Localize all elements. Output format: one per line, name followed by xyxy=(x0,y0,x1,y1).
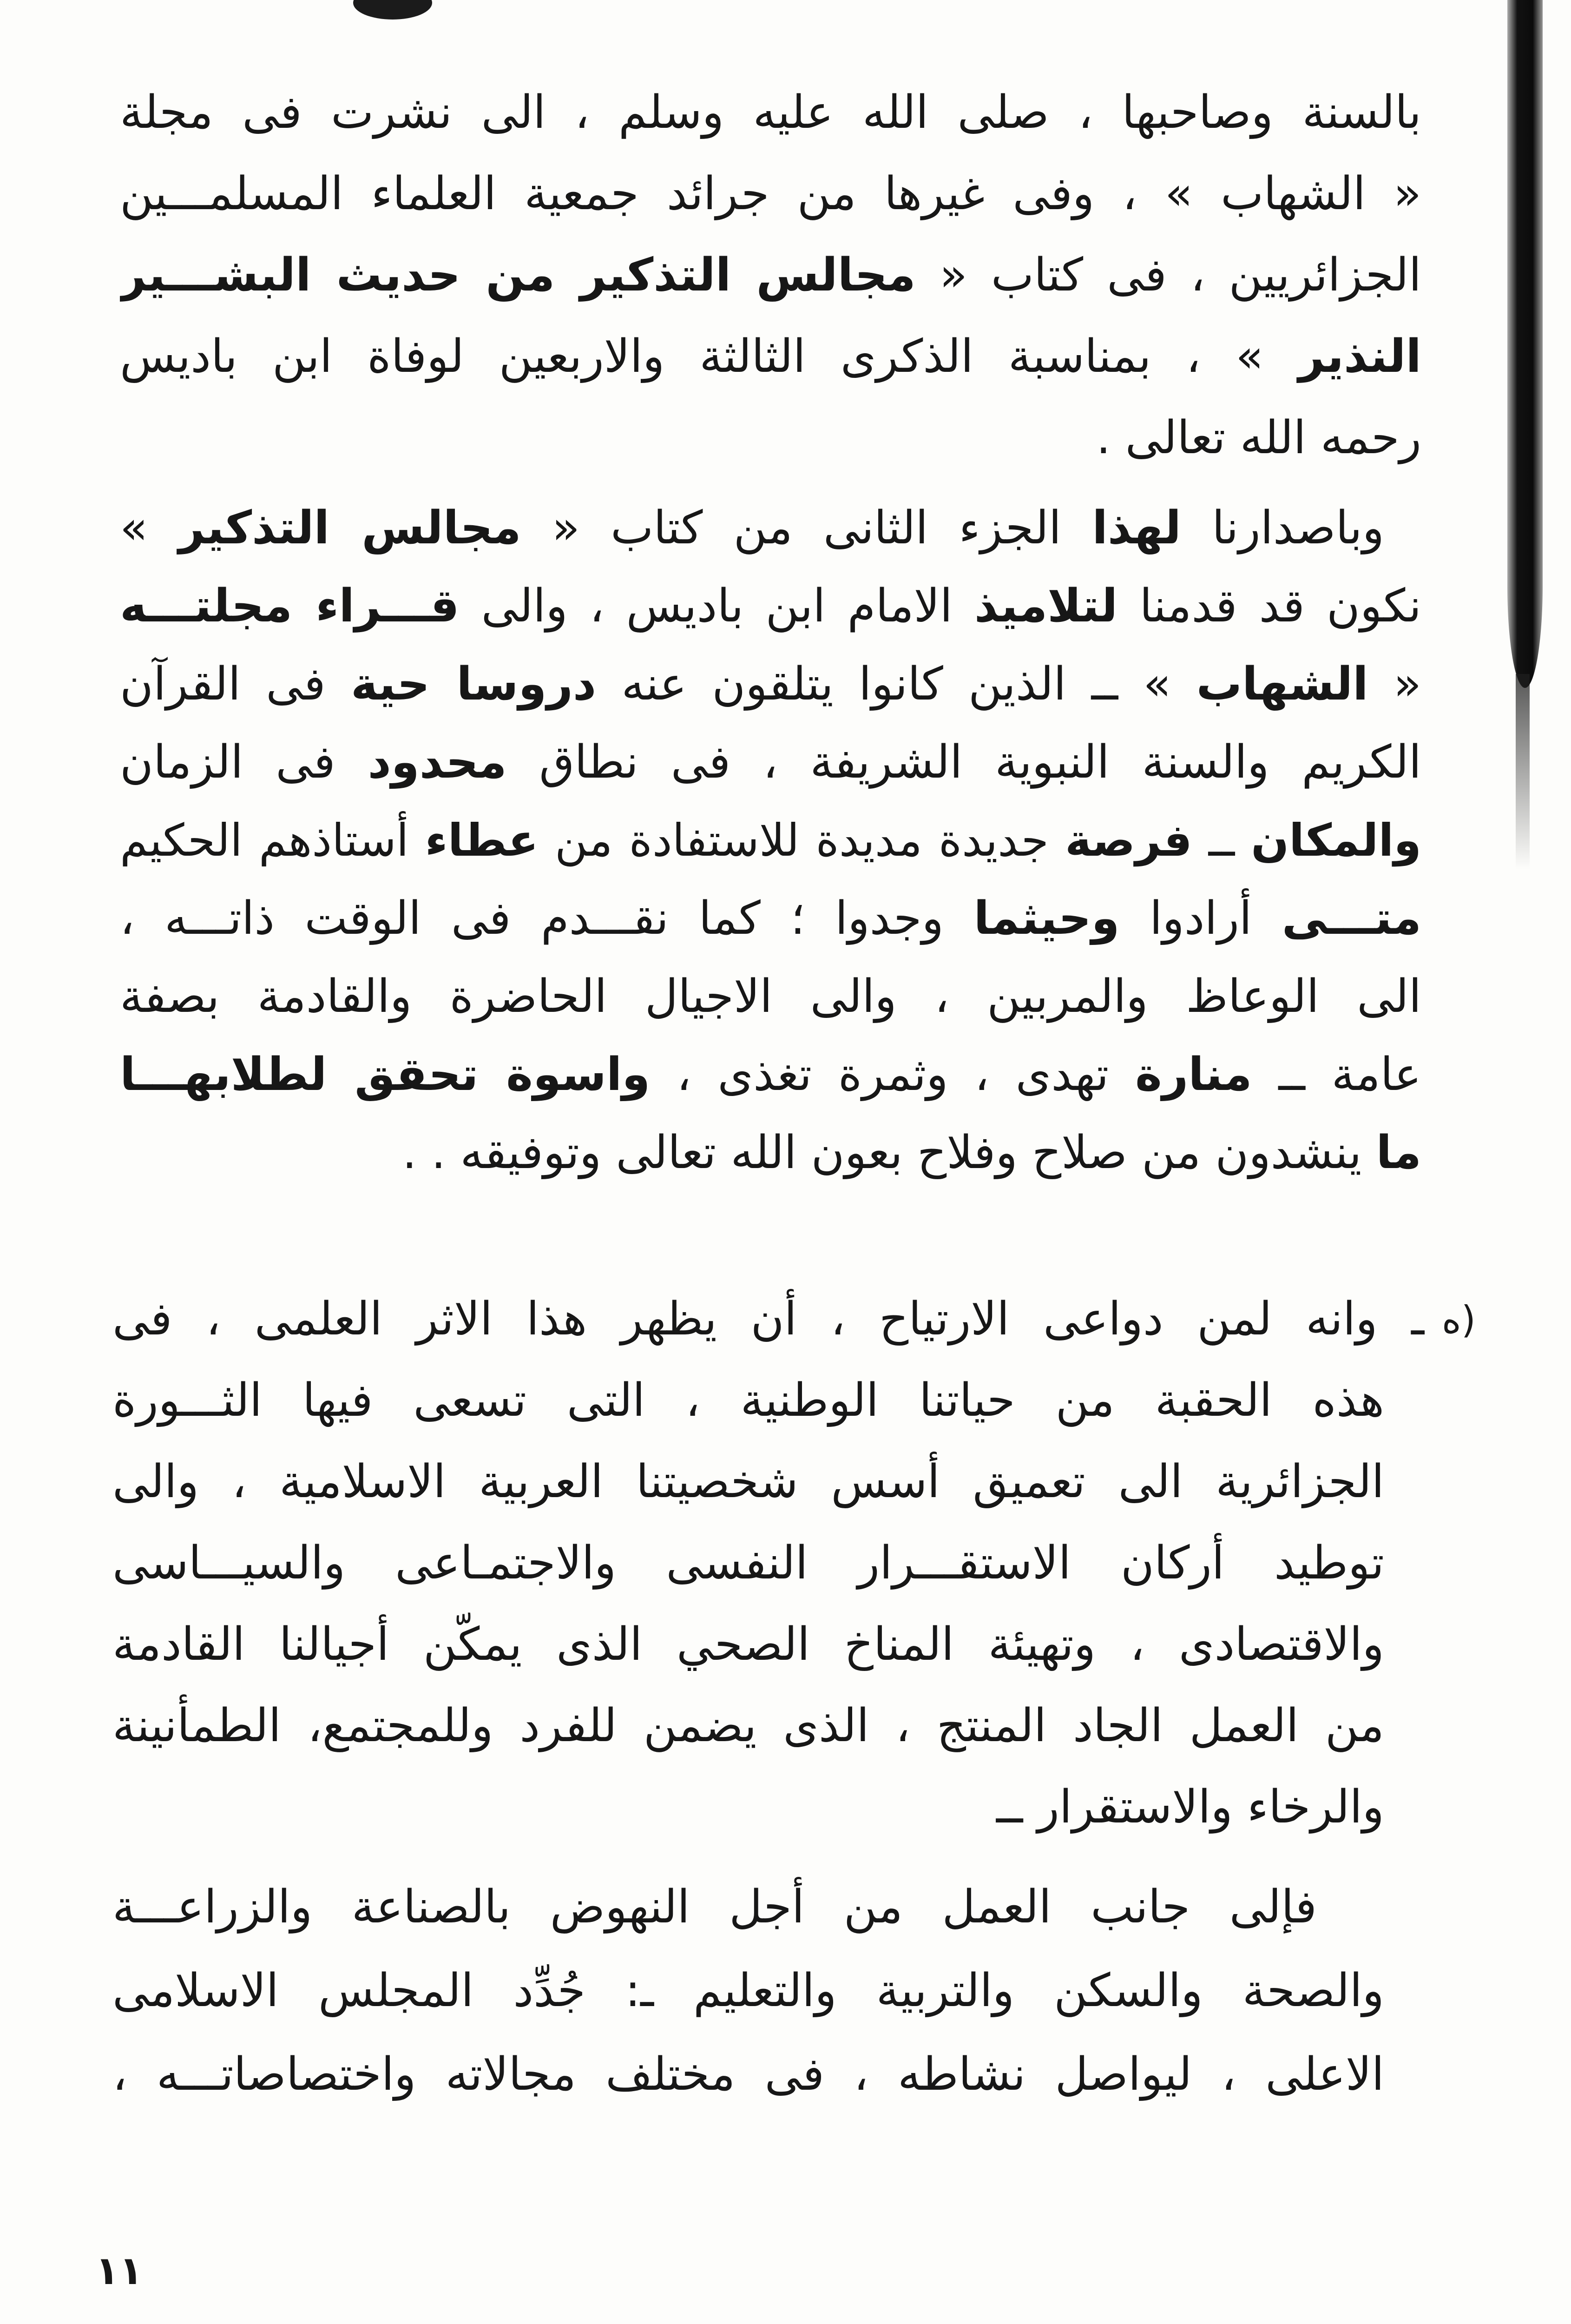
text-line xyxy=(112,1767,1384,1848)
emphasized-text: دروسا حية xyxy=(351,658,597,711)
body-text: الجزائرية الى تعميق أسس شخصيتنا العربية الاسلامية ، والى xyxy=(112,1455,1384,1508)
emphasized-text: ما xyxy=(1376,1126,1421,1179)
paragraph xyxy=(112,1865,1384,2116)
emphasized-text: واسوة تحقق لطلابهـــا xyxy=(120,1048,651,1101)
emphasized-text: فرصة xyxy=(1065,814,1192,866)
body-text: توطيد أركان الاستقـــرار النفسى والاجتمـاعى والسيـــاسى xyxy=(112,1537,1384,1590)
body-text: » xyxy=(120,502,179,555)
emphasized-text: مجالس التذكير من حديث البشـــير xyxy=(120,249,916,302)
text-line xyxy=(120,397,1421,479)
text-line xyxy=(120,1036,1421,1114)
emphasized-text: محدود xyxy=(368,736,507,789)
body-text: وجدوا ؛ كما نقـــدم فى الوقت ذاتـــه ، xyxy=(120,892,974,945)
body-text: وباصدارنا xyxy=(1181,502,1385,555)
text-line xyxy=(112,1360,1384,1441)
emphasized-text: النذير xyxy=(1298,330,1421,383)
body-text: « الشهاب » ، وفى غيرها من جرائد جمعية العلماء المسلمـــين xyxy=(120,167,1421,220)
text-line xyxy=(112,1685,1384,1767)
paragraph xyxy=(120,489,1421,1192)
body-text: تهدى ، وثمرة تغذى ، xyxy=(650,1048,1135,1101)
text-line xyxy=(120,72,1421,153)
body-text: ينشدون من صلاح وفلاح بعون الله تعالى وتوفيقه . . xyxy=(402,1126,1376,1179)
body-text: الامام ابن باديس ، والى xyxy=(459,580,974,633)
emphasized-text: لهذا xyxy=(1092,502,1182,555)
body-text: الكريم والسنة النبوية الشريفة ، فى نطاق xyxy=(506,736,1421,789)
emphasized-text: عطاء xyxy=(425,814,539,866)
text-line xyxy=(120,153,1421,235)
text-line xyxy=(120,801,1421,879)
body-text: والاقتصادى ، وتهيئة المناخ الصحي الذى يمكّن أجيالنا القادمة xyxy=(112,1618,1384,1671)
body-text: » ــ الذين كانوا يتلقون عنه xyxy=(596,658,1196,711)
emphasized-text: مجالس التذكير xyxy=(178,502,521,555)
text-line xyxy=(112,2033,1384,2116)
body-text: ـ وانه لمن دواعى الارتياح ، أن يظهر هذا الاثر العلمى ، فى xyxy=(112,1293,1425,1346)
body-text: عامة ــ xyxy=(1252,1048,1421,1101)
emphasized-text: منارة xyxy=(1135,1048,1252,1101)
paragraph xyxy=(120,72,1421,479)
body-text: الجزء الثانى من كتاب « xyxy=(521,502,1092,555)
emphasized-text: متـــى xyxy=(1282,892,1421,945)
body-text: الى الوعاظ والمربين ، والى الاجيال الحاضرة والقادمة بصفة xyxy=(120,970,1421,1023)
text-line xyxy=(120,723,1421,801)
body-text: رحمه الله تعالى . xyxy=(1096,411,1421,464)
text-line xyxy=(120,879,1421,957)
emphasized-text: لتلاميذ xyxy=(974,580,1118,633)
paragraph xyxy=(112,1279,1425,1848)
body-text: نكون قد قدمنا xyxy=(1117,580,1421,633)
body-text: الاعلى ، ليواصل نشاطه ، فى مختلف مجالاته واختصاصاتـــه ، xyxy=(112,2048,1384,2101)
body-text: الجزائريين ، فى كتاب « xyxy=(915,249,1421,302)
body-text: هذه الحقبة من حياتنا الوطنية ، التى تسعى فيها الثـــورة xyxy=(112,1374,1384,1427)
text-line xyxy=(112,1279,1425,1360)
body-text: أستاذهم الحكيم xyxy=(120,814,425,866)
body-text: والرخاء والاستقرار ــ xyxy=(996,1781,1384,1834)
text-line xyxy=(112,1523,1384,1604)
body-text: جديدة مديدة للاستفادة من xyxy=(538,814,1065,866)
text-line xyxy=(120,567,1421,645)
text-line xyxy=(112,1949,1384,2033)
emphasized-text: الشهاب xyxy=(1196,658,1368,711)
text-line xyxy=(120,316,1421,397)
body-text: » ، بمناسبة الذكرى الثالثة والاربعين لوفاة ابن باديس xyxy=(120,330,1299,383)
body-text: والصحة والسكن والتربية والتعليم ـ: جُدِّد المجلس الاسلامى xyxy=(112,1964,1384,2017)
text-line xyxy=(120,489,1421,567)
body-text: « xyxy=(1368,658,1421,711)
body-text: أرادوا xyxy=(1119,892,1282,945)
text-line xyxy=(112,1604,1384,1685)
body-text: فى القرآن xyxy=(120,658,351,711)
scan-shadow-edge-tail xyxy=(1516,674,1530,869)
text-line xyxy=(112,1865,1384,1949)
page-number: ١١ xyxy=(95,2248,143,2293)
emphasized-text: وحيثما xyxy=(973,892,1120,945)
body-text: من العمل الجاد المنتج ، الذى يضمن للفرد وللمجتمع، الطمأنينة xyxy=(112,1699,1384,1752)
body-text: فى الزمان xyxy=(120,736,368,789)
text-line xyxy=(120,235,1421,316)
text-line xyxy=(112,1441,1384,1523)
text-line xyxy=(120,957,1421,1036)
scan-shadow-edge xyxy=(1507,0,1543,688)
margin-note: ه) xyxy=(1441,1298,1476,1341)
text-line xyxy=(120,1114,1421,1192)
body-text: بالسنة وصاحبها ، صلى الله عليه وسلم ، الى نشرت فى مجلة xyxy=(120,86,1421,139)
emphasized-text: والمكان xyxy=(1251,814,1421,866)
body-text: ــ xyxy=(1192,814,1251,866)
body-text: فإلى جانب العمل من أجل النهوض بالصناعة والزراعـــة xyxy=(112,1881,1317,1934)
text-line xyxy=(120,645,1421,723)
scan-ink-blot xyxy=(353,0,432,20)
emphasized-text: قـــراء مجلتـــه xyxy=(120,580,460,633)
